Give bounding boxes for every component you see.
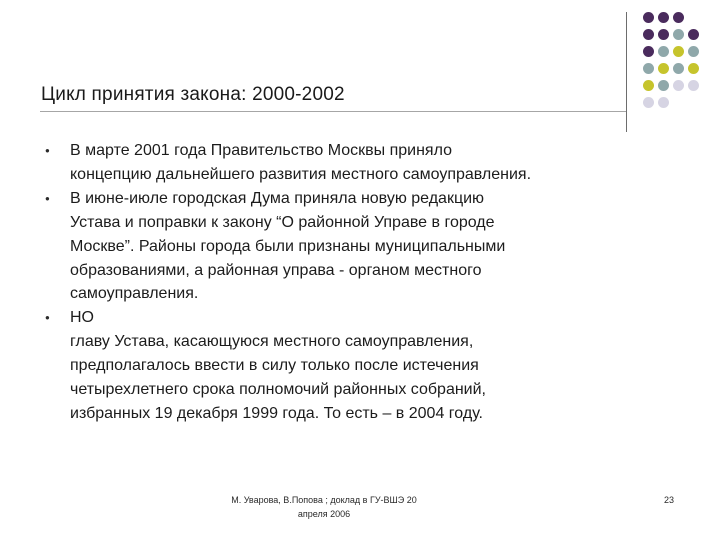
slide-title: Цикл принятия закона: 2000-2002: [41, 84, 345, 105]
decorative-dot-icon: [658, 63, 669, 74]
vertical-divider: [626, 12, 627, 132]
bullet-line: избранных 19 декабря 1999 года. То есть – в 2004 году.: [70, 404, 483, 422]
bullet-text: [70, 306, 687, 426]
decorative-dot-icon: [673, 80, 684, 91]
decorative-dot-icon: [688, 29, 699, 40]
bullet-text: [70, 139, 687, 187]
bullet-item-1: [42, 139, 687, 187]
decorative-dot-icon: [688, 46, 699, 57]
bullet-text: [70, 187, 687, 307]
decorative-dot-icon: [643, 97, 654, 108]
bullet-line: предполагалось ввести в силу только после истечения: [70, 357, 479, 375]
bullet-item-2: [42, 187, 687, 307]
decorative-dot-icon: [658, 97, 669, 108]
decorative-dot-icon: [643, 80, 654, 91]
decorative-dot-icon: [688, 80, 699, 91]
bullet-line: концепцию дальнейшего развития местного самоуправления.: [70, 165, 532, 183]
decorative-dot-icon: [688, 63, 699, 74]
decorative-dot-icon: [643, 12, 654, 23]
decorative-dot-icon: [658, 46, 669, 57]
footer-author-line: М. Уварова, В.Попова ; доклад в ГУ-ВШЭ 20: [231, 495, 417, 505]
bullet-line: главу Устава, касающуюся местного самоуправления,: [70, 333, 474, 351]
bullet-line: В июне-июле городская Дума приняла новую редакцию: [70, 189, 485, 207]
footer-author: [214, 493, 434, 521]
bullet-marker-icon: ●: [45, 193, 50, 203]
decorative-dot-grid: [640, 10, 720, 120]
decorative-dot-icon: [643, 46, 654, 57]
bullet-list: [42, 139, 687, 426]
decorative-dot-icon: [673, 63, 684, 74]
bullet-line: образованиями, а районная управа - органом местного: [70, 261, 482, 279]
footer-author-line: апреля 2006: [297, 509, 351, 519]
decorative-dot-icon: [673, 12, 684, 23]
bullet-line: НО: [70, 309, 94, 327]
bullet-marker-icon: ●: [45, 313, 50, 323]
decorative-dot-icon: [673, 46, 684, 57]
bullet-line: четырехлетнего срока полномочий районных собраний,: [70, 381, 486, 399]
bullet-item-3: [42, 306, 687, 426]
decorative-dot-icon: [658, 80, 669, 91]
title-underline: [40, 111, 626, 112]
page-number: 23: [664, 495, 675, 505]
decorative-dot-icon: [643, 63, 654, 74]
decorative-dot-icon: [643, 29, 654, 40]
bullet-line: Устава и поправки к закону “О районной Управе в городе: [70, 213, 495, 231]
bullet-line: В марте 2001 года Правительство Москвы приняло: [70, 142, 452, 159]
decorative-dot-icon: [658, 29, 669, 40]
decorative-dot-icon: [673, 29, 684, 40]
bullet-line: самоуправления.: [70, 285, 199, 303]
bullet-line: Москве”. Районы города были признаны муниципальными: [70, 237, 506, 255]
decorative-dot-icon: [658, 12, 669, 23]
bullet-marker-icon: ●: [45, 146, 50, 155]
